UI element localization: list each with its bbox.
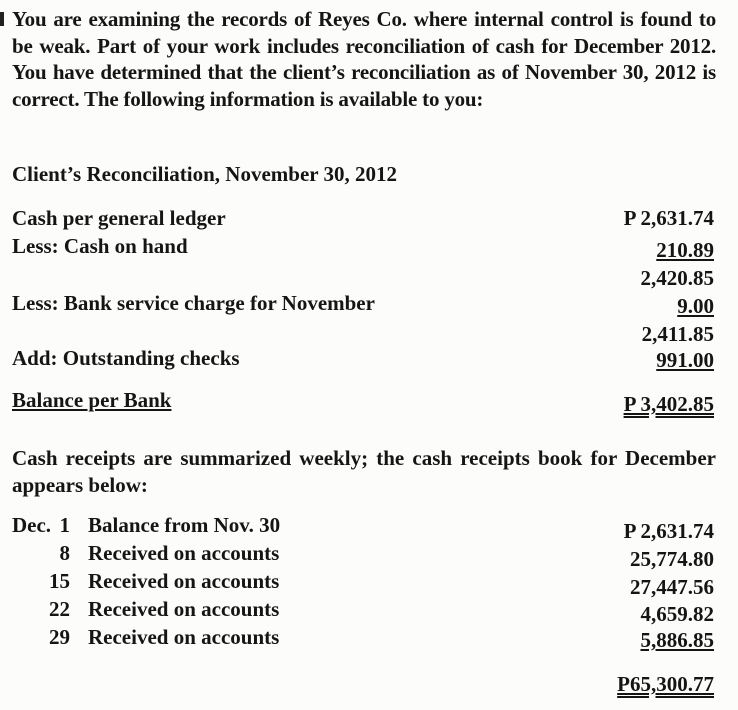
rec-label-cash-ledger: Cash per general ledger [12, 206, 226, 230]
receipt-desc: Received on accounts [88, 569, 280, 593]
rec-amount-balance-per-bank: P 3,402.85 [623, 392, 714, 416]
rec-amount-subtotal-1: 2,420.85 [640, 266, 714, 290]
receipt-day: 15 [49, 569, 70, 593]
rec-label-service-charge: Less: Bank service charge for November [12, 291, 375, 315]
receipt-desc: Balance from Nov. 30 [88, 513, 281, 537]
receipt-day: 8 [59, 541, 70, 565]
reconciliation-title: Client’s Reconciliation, November 30, 2012 [12, 162, 397, 186]
rec-label-balance-per-bank: Balance per Bank [12, 388, 172, 412]
receipt-amount: 25,774.80 [630, 547, 714, 571]
receipt-desc: Received on accounts [88, 597, 280, 621]
receipt-amount: 4,659.82 [640, 602, 714, 626]
receipt-day: 29 [49, 625, 70, 649]
rec-amount-outstanding-checks: 991.00 [656, 348, 714, 372]
receipt-day: 22 [49, 597, 70, 621]
rec-amount-cash-ledger: P 2,631.74 [623, 206, 714, 230]
margin-mark [0, 12, 4, 26]
receipt-desc: Received on accounts [88, 541, 280, 565]
rec-label-outstanding-checks: Add: Outstanding checks [12, 346, 240, 370]
receipt-day: 1 [59, 513, 70, 537]
rec-amount-cash-on-hand: 210.89 [656, 238, 714, 262]
receipts-intro-paragraph: Cash receipts are summarized weekly; the cash receipts book for December appears below: [12, 446, 716, 497]
receipt-amount: 5,886.85 [640, 628, 714, 652]
rec-label-cash-on-hand: Less: Cash on hand [12, 234, 188, 258]
receipt-amount: 27,447.56 [630, 575, 714, 599]
receipts-total: P65,300.77 [617, 672, 714, 696]
receipt-amount: P 2,631.74 [623, 519, 714, 543]
intro-paragraph: You are examining the records of Reyes Co. where internal control is found to be weak. Part of your work includes reconciliation of cash for December 2012. You have determined that the client’s reconciliation as of November 30, 2012 is correct. The following information is available to you: [12, 7, 716, 111]
rec-amount-service-charge: 9.00 [677, 294, 714, 318]
rec-amount-subtotal-2: 2,411.85 [641, 322, 714, 346]
receipt-desc: Received on accounts [88, 625, 280, 649]
receipts-month: Dec. [12, 513, 52, 537]
